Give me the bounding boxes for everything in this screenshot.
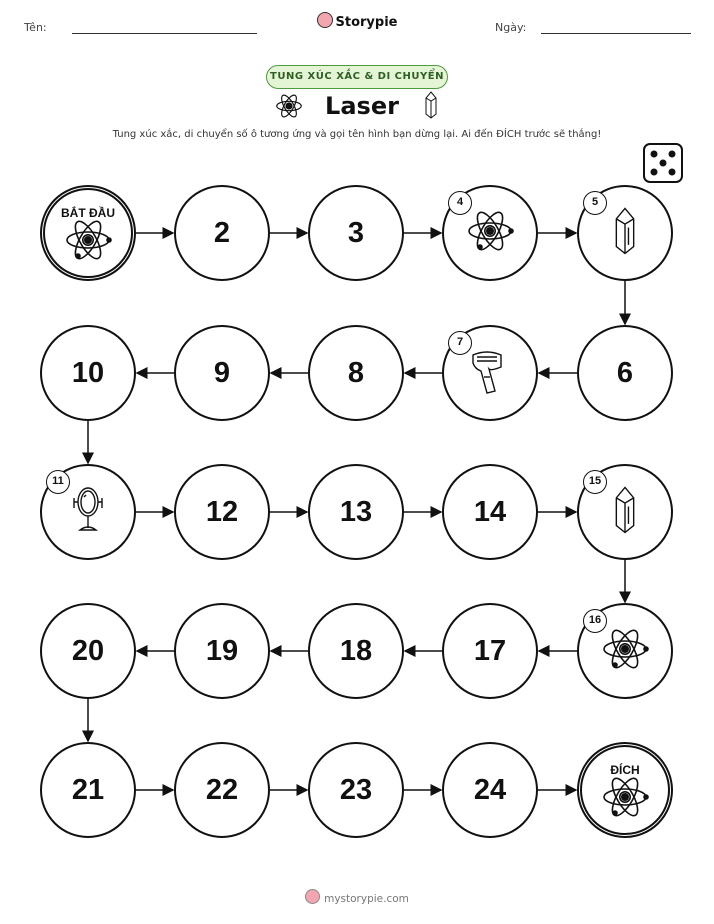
atom-icon (601, 625, 649, 677)
cell-number-badge: 15 (583, 470, 607, 494)
board-cell-19[interactable] (174, 603, 270, 699)
board-cell-24[interactable] (442, 742, 538, 838)
cell-number: 18 (339, 634, 373, 667)
mirror-icon (70, 484, 106, 540)
board-cell-18[interactable] (308, 603, 404, 699)
board-cell-2[interactable] (174, 185, 270, 281)
cell-number-badge: 11 (46, 470, 70, 494)
board-cell-5[interactable] (577, 185, 673, 281)
crystal-icon (611, 484, 639, 540)
board-cell-9[interactable] (174, 325, 270, 421)
cell-number: 12 (205, 495, 239, 528)
board-cell-22[interactable] (174, 742, 270, 838)
board-cell-10[interactable] (40, 325, 136, 421)
cell-number: 22 (205, 773, 239, 806)
cell-number: 13 (339, 495, 373, 528)
cell-number: 14 (473, 495, 507, 528)
cell-number: 3 (347, 216, 365, 249)
board-cell-21[interactable] (40, 742, 136, 838)
cell-number: 23 (339, 773, 373, 806)
board-cell-12[interactable] (174, 464, 270, 560)
cell-number-badge: 4 (448, 191, 472, 215)
date-label: Ngày: (495, 21, 527, 34)
storypie-footer-logo-icon (305, 889, 320, 904)
cell-number: 10 (71, 356, 105, 389)
board-cell-7[interactable] (442, 325, 538, 421)
board-cell-23[interactable] (308, 742, 404, 838)
finish-label: ĐÍCH (610, 763, 640, 777)
cell-number-badge: 16 (583, 609, 607, 633)
cell-number: 6 (616, 356, 634, 389)
cell-number: 8 (347, 356, 365, 389)
board-cell-11[interactable] (40, 464, 136, 560)
instructions: Tung xúc xắc, di chuyển số ô tương ứng và gọi tên hình bạn dừng lại. Ai đến ĐÍCH trước sẽ thắng! (112, 129, 602, 140)
cell-number: 24 (473, 773, 507, 806)
name-label: Tên: (24, 21, 47, 34)
finish-cell[interactable] (577, 742, 673, 838)
cell-number: 9 (213, 356, 231, 389)
board-cell-17[interactable] (442, 603, 538, 699)
start-label: BẮT ĐẦU (61, 206, 115, 220)
cell-number: 17 (473, 634, 507, 667)
atom-icon (601, 773, 649, 825)
cell-number: 19 (205, 634, 239, 667)
atom-icon (466, 207, 514, 259)
board-cell-3[interactable] (308, 185, 404, 281)
barcode-scanner-icon (469, 347, 511, 399)
board-cell-4[interactable] (442, 185, 538, 281)
footer (0, 889, 714, 905)
cell-number: 21 (71, 773, 105, 806)
cell-number-badge: 5 (583, 191, 607, 215)
crystal-icon (611, 205, 639, 261)
brand-name: Storypie (335, 15, 398, 30)
board-cell-14[interactable] (442, 464, 538, 560)
board-cell-13[interactable] (308, 464, 404, 560)
activity-badge: TUNG XÚC XẮC & DI CHUYỂN (266, 65, 448, 89)
board-cell-15[interactable] (577, 464, 673, 560)
cell-number-badge: 7 (448, 331, 472, 355)
start-cell[interactable] (40, 185, 136, 281)
atom-icon (64, 216, 112, 268)
footer-url: mystorypie.com (324, 893, 409, 905)
board-cell-6[interactable] (577, 325, 673, 421)
cell-number: 20 (71, 634, 105, 667)
board-cell-16[interactable] (577, 603, 673, 699)
board-cell-8[interactable] (308, 325, 404, 421)
board-cell-20[interactable] (40, 603, 136, 699)
cell-number: 2 (213, 216, 231, 249)
page-title: Laser (325, 92, 399, 120)
